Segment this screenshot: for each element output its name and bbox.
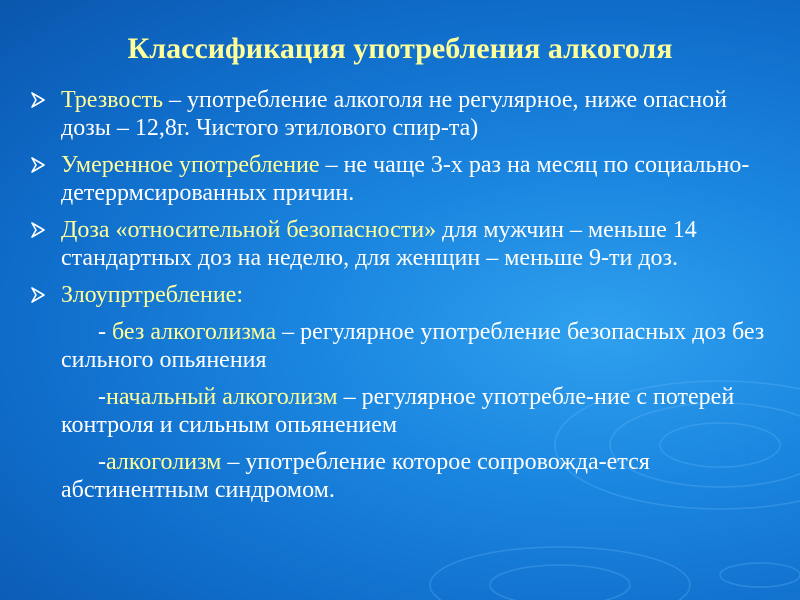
- bullet-item-abuse: [0, 281, 800, 309]
- subitem-description: – употребление которое сопровожда-ется абстинентным синдромом.: [61, 449, 650, 503]
- subitem-description: – регулярное употребление безопасных доз без сильного опьянения: [61, 319, 765, 373]
- subitem-text: [61, 448, 773, 504]
- bullet-text: [61, 86, 773, 142]
- bullet-item-moderate-use: [0, 151, 800, 207]
- bullet-term: Трезвость: [61, 87, 164, 113]
- subitem-description: – регулярное употребле-ние с потерей контроля и сильным опьянением: [61, 384, 735, 438]
- arrow-bullet-icon: [31, 157, 45, 173]
- subitem-term: без алкоголизма: [112, 319, 277, 345]
- subitem-text: [61, 383, 773, 439]
- bullet-description: для мужчин – меньше 14 стандартных доз на неделю, для женщин – меньше 9-ти доз.: [61, 217, 697, 271]
- subitem-prefix: -: [98, 384, 106, 410]
- bullet-description: – не чаще 3-х раз на месяц по социально-детеррмсированных причин.: [61, 152, 750, 206]
- bullet-term: Умеренное употребление: [61, 152, 320, 178]
- bullet-item-sobriety: [0, 86, 800, 142]
- bullet-text: [61, 216, 773, 272]
- bullet-text: [61, 281, 773, 309]
- slide-title: Классификация употребления алкоголя: [127, 32, 673, 65]
- subitem-alcoholism: [61, 448, 773, 504]
- subitem-term: начальный алкоголизм: [106, 384, 338, 410]
- subitem-prefix: -: [98, 449, 106, 475]
- subitem-initial-alcoholism: [61, 383, 773, 439]
- bullet-text: [61, 151, 773, 207]
- arrow-bullet-icon: [31, 222, 45, 238]
- bullet-item-safe-dose: [0, 216, 800, 272]
- bullet-term: Доза «относительной безопасности»: [61, 217, 437, 243]
- bullet-term: Злоупртребление:: [61, 282, 243, 308]
- subitem-term: алкоголизм: [106, 449, 222, 475]
- subitem-text: [61, 318, 773, 374]
- arrow-bullet-icon: [31, 287, 45, 303]
- arrow-bullet-icon: [31, 92, 45, 108]
- slide-content: [0, 86, 800, 513]
- subitem-without-alcoholism: [61, 318, 773, 374]
- subitem-prefix: -: [98, 319, 112, 345]
- bullet-description: – употребление алкоголя не регулярное, ниже опасной дозы – 12,8г. Чистого этилового спир-та): [61, 87, 727, 141]
